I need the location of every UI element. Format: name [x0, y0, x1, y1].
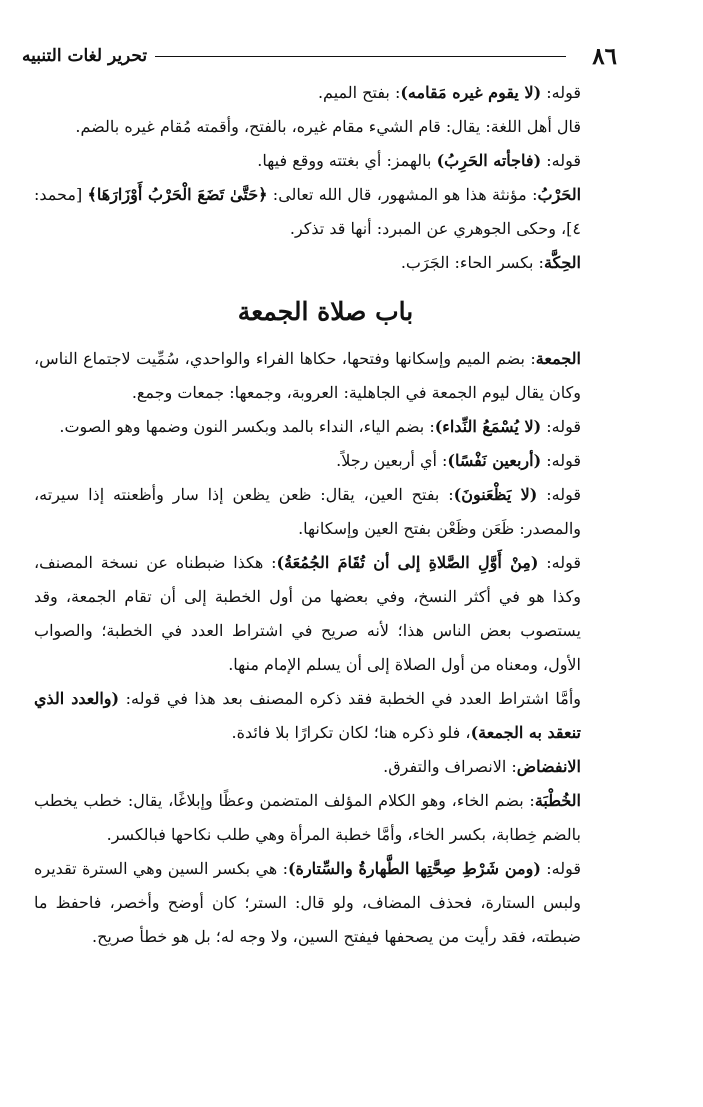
- page-body: [34, 76, 617, 954]
- paragraph-14: قوله: (ومن شَرْطِ صِحَّتِها الطَّهارةُ والسِّتارة): هي بكسر السين وهي السترة تقديره ولبس الستارة، فحذف المضاف، ولو قال: الستر؛ كان أوضح وأخصر، فاحفظ ما ضبطته، فقد رأيت من يصحفها فيفتح السين، ولا وجه له؛ بل هو خطأ صريح.: [34, 859, 581, 946]
- book-title: تحرير لغات التنبيه: [22, 46, 148, 66]
- paragraph-3: قوله: (فاجأته الحَرِبُ) بالهمز: أي بغتته ووقع فيها.: [257, 151, 581, 170]
- paragraph-12: الانفضاض: الانصراف والتفرق.: [383, 757, 581, 776]
- paragraph-8: قوله: (أربعين نَفْسًا): أي أربعين رجلاً.: [336, 451, 581, 470]
- paragraph-4: الحَرْبُ: مؤنثة هذا هو المشهور، قال الله تعالى: ﴿حَتَّىٰ تَضَعَ الْحَرْبُ أَوْزَارَهَا﴾ [محمد: ٤]، وحكى الجوهري عن المبرد: أنها قد تذكر.: [34, 185, 582, 238]
- paragraph-1: قوله: (لا يقوم غيره مَقامه): بفتح الميم.: [317, 83, 581, 102]
- paragraph-2: قال أهل اللغة: يقال: قام الشيء مقام غيره، بالفتح، وأقمته مُقام غيره بالضم.: [75, 117, 581, 136]
- page-number: ٨٦: [592, 42, 617, 70]
- paragraph-7: قوله: (لا يُسْمَعُ النِّداء): بضم الياء، النداء بالمد وبكسر النون وضمها وهو الصوت.: [59, 417, 581, 436]
- header-rule: [155, 56, 566, 57]
- paragraph-6: الجمعة: بضم الميم وإسكانها وفتحها، حكاها الفراء والواحدي، سُمِّيت لاجتماع الناس، وكان يقال ليوم الجمعة في الجاهلية: العروبة، وجمعها: جمعات وجمع.: [34, 349, 581, 402]
- paragraph-10: قوله: (مِنْ أَوَّلِ الصَّلاةِ إلى أن تُقَامَ الجُمُعَةُ): هكذا ضبطناه عن نسخة المصنف، وكذا هو في أكثر النسخ، وفي بعضها من أول الخطبة إلى أن تقام الجمعة، وقد يستصوب بعض الناس هذا؛ لأنه صريح في اشتراط العدد في الخطبة؛ والصواب الأول، ومعناه من أول الصلاة إلى أن يسلم الإمام منها.: [34, 553, 581, 674]
- section-title: باب صلاة الجمعة: [237, 297, 414, 326]
- paragraph-11: وأمَّا اشتراط العدد في الخطبة فقد ذكره المصنف بعد هذا في قوله: (والعدد الذي تنعقد به الجمعة)، فلو ذكره هنا؛ لكان تكرارًا بلا فائدة.: [34, 689, 581, 742]
- paragraph-9: قوله: (لا يَظْعَنونَ): بفتح العين، يقال: ظعن يظعن إذا سار وأظعنته إذا سيرته، والمصدر: ظَعَن وظَعْن بفتح العين وإسكانها.: [34, 485, 582, 538]
- paragraph-13: الخُطْبَة: بضم الخاء، وهو الكلام المؤلف المتضمن وعظًا وإبلاغًا، يقال: خطب يخطب بالضم خِطابة، بكسر الخاء، وأمَّا خطبة المرأة وهي طلب نكاحها فبالكسر.: [34, 791, 581, 844]
- running-header: [22, 38, 617, 74]
- paragraph-5: الحِكَّة: بكسر الحاء: الجَرَب.: [400, 253, 581, 272]
